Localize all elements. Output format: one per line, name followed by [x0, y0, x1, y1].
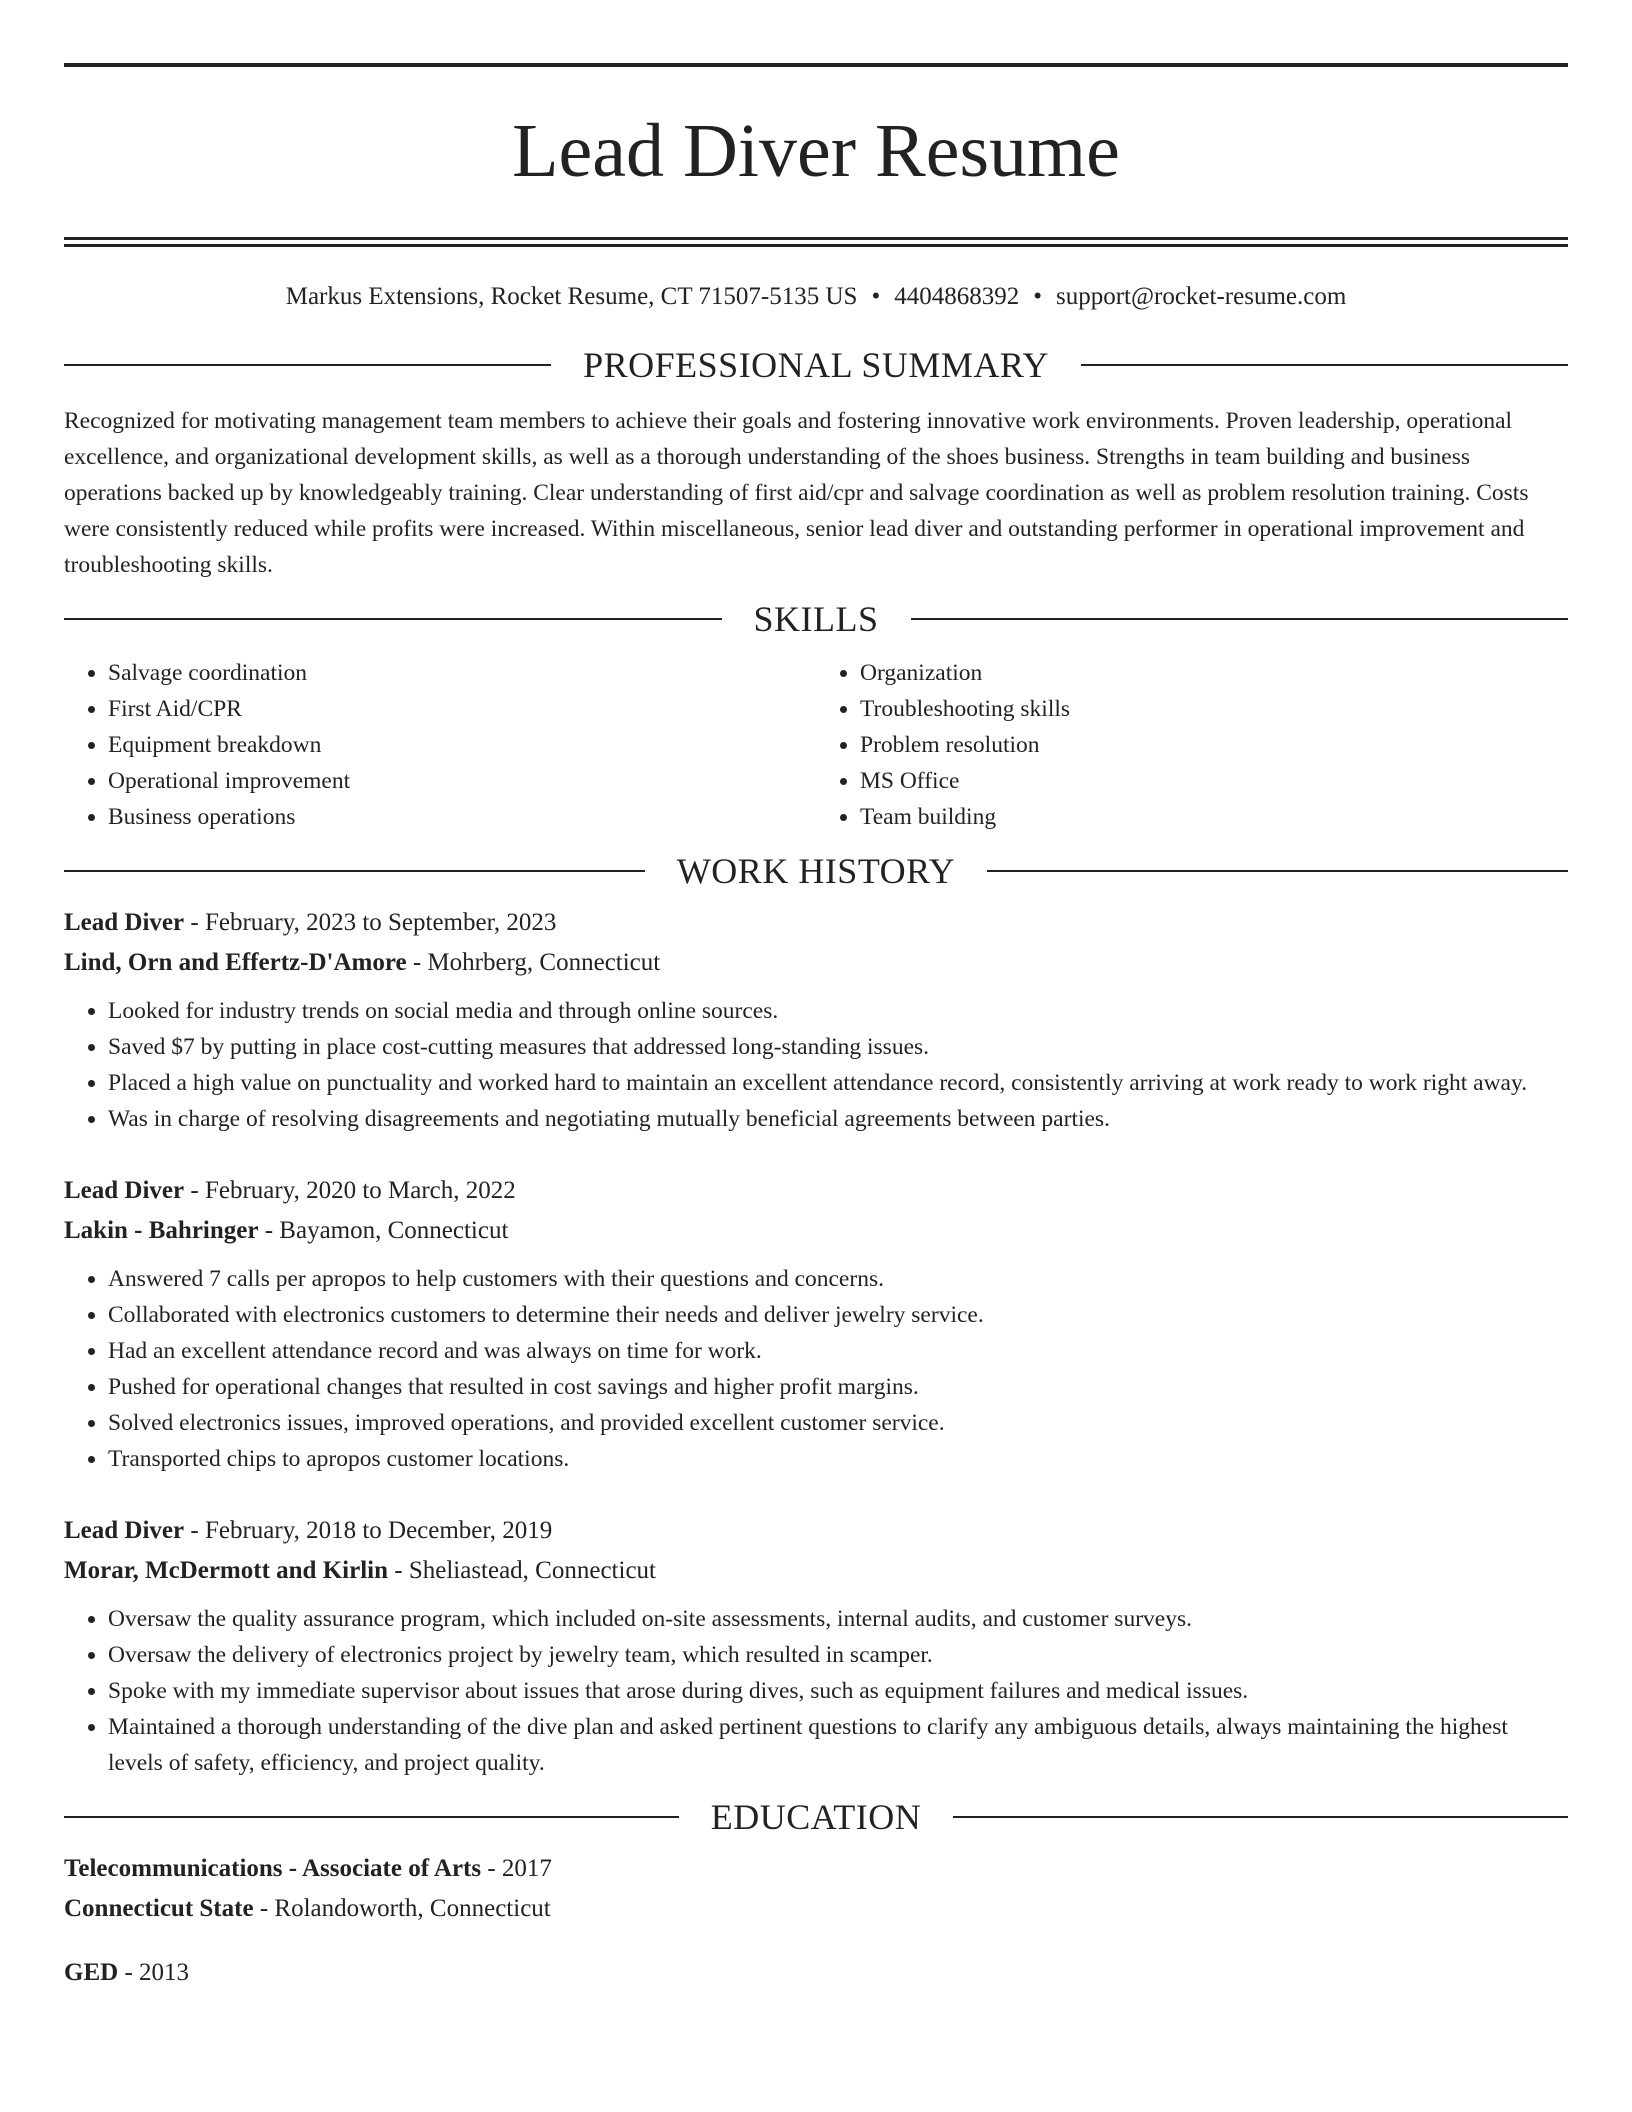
skills-column-left	[64, 655, 816, 835]
skill-item: • Problem resolution	[860, 727, 1568, 763]
job-company-line	[64, 943, 1568, 983]
heading-rule	[64, 1816, 679, 1818]
skill-item: • Operational improvement	[108, 763, 816, 799]
job-duties	[64, 993, 1568, 1137]
education-year: - 2013	[118, 1959, 190, 1986]
job-title-line	[64, 903, 1568, 943]
job-company: Lind, Orn and Effertz-D'Amore	[64, 949, 407, 976]
work-heading-row	[64, 849, 1568, 893]
work-heading: WORK HISTORY	[676, 851, 956, 891]
skill-item: • Team building	[860, 799, 1568, 835]
education-degree-line	[64, 1953, 1568, 1993]
heading-rule	[64, 364, 551, 366]
heading-rule	[987, 870, 1568, 872]
education-year: - 2017	[481, 1855, 552, 1882]
title-double-rule	[64, 237, 1568, 247]
top-rule	[64, 63, 1568, 67]
skills-column-right	[816, 655, 1568, 835]
job-duty: • Transported chips to apropos customer locations.	[108, 1441, 1568, 1477]
skills-heading-row	[64, 597, 1568, 641]
summary-heading-row	[64, 343, 1568, 387]
job-duty: • Answered 7 calls per apropos to help customers with their questions and concerns.	[108, 1261, 1568, 1297]
job-dates: - February, 2018 to December, 2019	[184, 1517, 553, 1544]
skills-list	[64, 655, 1568, 835]
job-location: - Mohrberg, Connecticut	[406, 949, 661, 976]
skill-item: • MS Office	[860, 763, 1568, 799]
education-entry	[64, 1849, 1568, 1929]
heading-rule	[1081, 364, 1568, 366]
job-company-line	[64, 1211, 1568, 1251]
job-title: Lead Diver	[64, 1177, 185, 1204]
education-degree-line	[64, 1849, 1568, 1889]
skills-heading: SKILLS	[753, 599, 879, 639]
education-school: Connecticut State	[64, 1895, 254, 1922]
job-location: - Sheliastead, Connecticut	[388, 1557, 656, 1584]
job-duties	[64, 1601, 1568, 1781]
job-duty: • Maintained a thorough understanding of the dive plan and asked pertinent questions to clarify any ambiguous details, always maintaining the highest levels of safety, efficiency, and project quality.	[108, 1709, 1568, 1781]
job-duty: • Oversaw the delivery of electronics project by jewelry team, which resulted in scamper.	[108, 1637, 1568, 1673]
skill-item: • Salvage coordination	[108, 655, 816, 691]
skill-item: • Troubleshooting skills	[860, 691, 1568, 727]
job-duty: • Spoke with my immediate supervisor about issues that arose during dives, such as equipment failures and medical issues.	[108, 1673, 1568, 1709]
education-entry	[64, 1953, 1568, 1993]
job-title-line	[64, 1171, 1568, 1211]
summary-text: Recognized for motivating management team members to achieve their goals and fostering innovative work environments. Proven leadership, operational excellence, and organizational development skills, as well as a thorough understanding of the shoes business. Strengths in team building and business operations backed up by knowledgeably training. Clear understanding of first aid/cpr and salvage coordination as well as problem resolution training. Costs were consistently reduced while profits were increased. Within miscellaneous, senior lead diver and outstanding performer in operational improvement and troubleshooting skills.	[64, 408, 1529, 578]
contact-address: Markus Extensions, Rocket Resume, CT 71507-5135 US	[285, 283, 858, 310]
job-company: Morar, McDermott and Kirlin	[64, 1557, 388, 1584]
skill-item: • Equipment breakdown	[108, 727, 816, 763]
contact-phone: 4404868392	[894, 283, 1020, 310]
job-location: - Bayamon, Connecticut	[258, 1217, 509, 1244]
contact-separator: •	[871, 283, 881, 310]
job-duties	[64, 1261, 1568, 1477]
job-duty: • Collaborated with electronics customers to determine their needs and deliver jewelry service.	[108, 1297, 1568, 1333]
education-heading: EDUCATION	[710, 1797, 922, 1837]
education-location: - Rolandoworth, Connecticut	[253, 1895, 551, 1922]
education-heading-row	[64, 1795, 1568, 1839]
education-school-line	[64, 1889, 1568, 1929]
job-duty: • Solved electronics issues, improved operations, and provided excellent customer service.	[108, 1405, 1568, 1441]
job-company: Lakin - Bahringer	[64, 1217, 259, 1244]
skill-item: • First Aid/CPR	[108, 691, 816, 727]
resume-title: Lead Diver Resume	[512, 109, 1120, 193]
skill-item: • Business operations	[108, 799, 816, 835]
job-dates: - February, 2023 to September, 2023	[184, 909, 557, 936]
heading-rule	[64, 870, 645, 872]
job-title: Lead Diver	[64, 909, 185, 936]
job-entry	[64, 1511, 1568, 1781]
job-duty: • Had an excellent attendance record and was always on time for work.	[108, 1333, 1568, 1369]
heading-rule	[64, 618, 722, 620]
education-degree: Telecommunications - Associate of Arts	[64, 1855, 482, 1882]
job-duty: • Looked for industry trends on social media and through online sources.	[108, 993, 1568, 1029]
heading-rule	[911, 618, 1569, 620]
contact-line	[64, 281, 1568, 313]
job-duty: • Oversaw the quality assurance program, which included on-site assessments, internal audits, and customer surveys.	[108, 1601, 1568, 1637]
summary-heading: PROFESSIONAL SUMMARY	[583, 345, 1049, 385]
contact-email: support@rocket-resume.com	[1055, 283, 1347, 310]
job-title: Lead Diver	[64, 1517, 185, 1544]
job-entry	[64, 1171, 1568, 1477]
job-duty: • Saved $7 by putting in place cost-cutting measures that addressed long-standing issues.	[108, 1029, 1568, 1065]
contact-separator: •	[1033, 283, 1042, 310]
job-duty: • Pushed for operational changes that resulted in cost savings and higher profit margins.	[108, 1369, 1568, 1405]
job-title-line	[64, 1511, 1568, 1551]
education-degree: GED	[64, 1959, 119, 1986]
job-company-line	[64, 1551, 1568, 1591]
skill-item: • Organization	[860, 655, 1568, 691]
job-duty: • Placed a high value on punctuality and worked hard to maintain an excellent attendance record, consistently arriving at work ready to work right away.	[108, 1065, 1568, 1101]
job-duty: • Was in charge of resolving disagreements and negotiating mutually beneficial agreements between parties.	[108, 1101, 1568, 1137]
heading-rule	[953, 1816, 1568, 1818]
job-dates: - February, 2020 to March, 2022	[184, 1177, 516, 1204]
job-entry	[64, 903, 1568, 1137]
